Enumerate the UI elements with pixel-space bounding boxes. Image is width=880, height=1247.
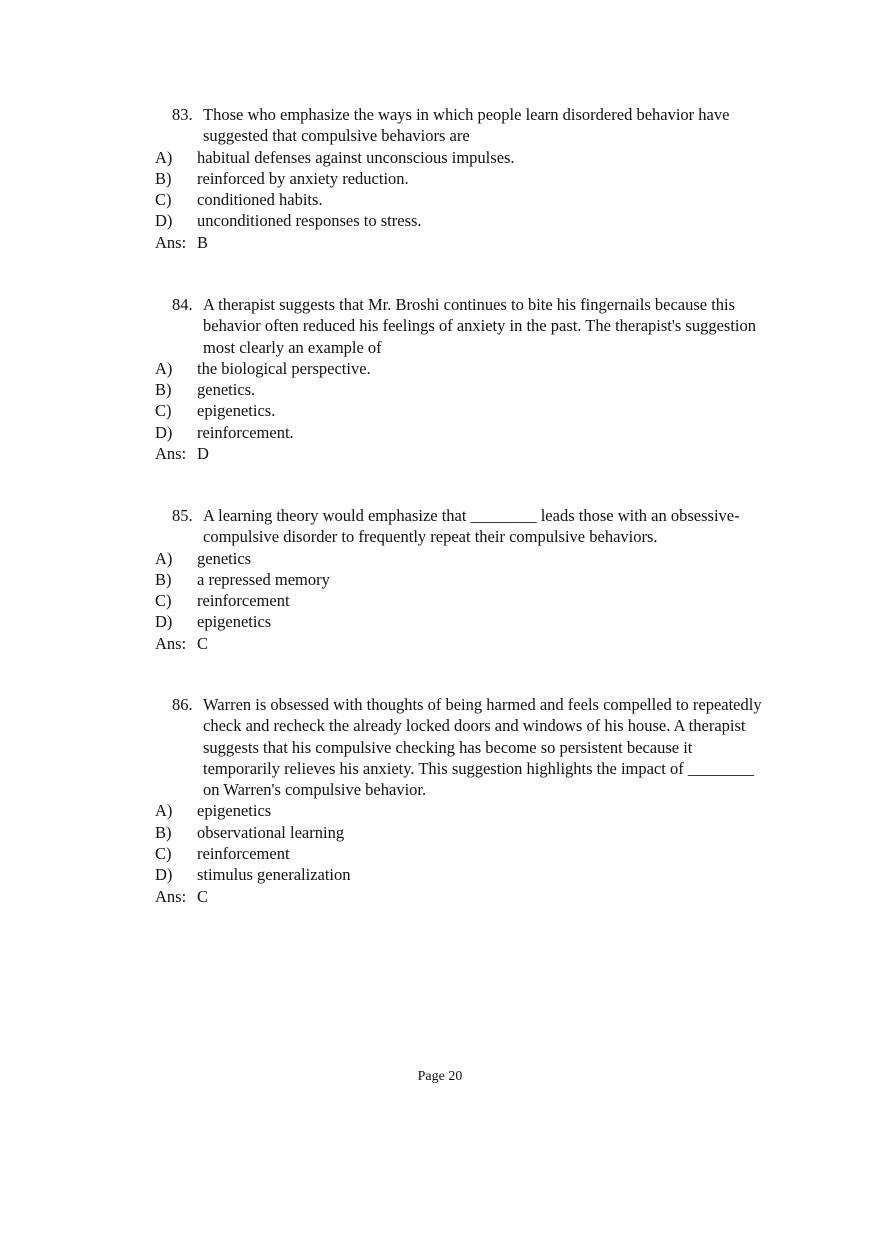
option-letter: C)	[155, 401, 172, 421]
question-number: 83.	[172, 105, 193, 124]
question-stem	[0, 294, 768, 358]
answer-value: C	[197, 886, 209, 906]
answer-line	[0, 232, 880, 253]
question-84	[0, 294, 880, 464]
option-c	[0, 189, 880, 210]
option-a	[0, 800, 880, 821]
option-d	[0, 210, 880, 231]
option-text: conditioned habits.	[197, 190, 323, 210]
option-text: a repressed memory	[197, 569, 330, 589]
option-text: genetics.	[197, 380, 256, 400]
answer-label: Ans:	[155, 444, 187, 464]
option-text: epigenetics	[197, 801, 272, 821]
option-letter: D)	[155, 211, 173, 231]
option-text: the biological perspective.	[197, 358, 371, 378]
answer-value: D	[197, 444, 209, 464]
option-text: reinforcement	[197, 844, 290, 864]
answer-label: Ans:	[155, 886, 187, 906]
question-85	[0, 505, 880, 654]
option-b	[0, 168, 880, 189]
option-b	[0, 379, 880, 400]
option-text: observational learning	[197, 822, 345, 842]
option-text: epigenetics	[197, 612, 272, 632]
option-a	[0, 147, 880, 168]
question-text: A learning theory would emphasize that ________ leads those with an obsessive-compulsive disorder to frequently repeat their compulsive behaviors.	[203, 506, 740, 547]
answer-options	[0, 358, 880, 443]
option-letter: D)	[155, 422, 173, 442]
answer-line	[0, 443, 880, 464]
option-letter: C)	[155, 591, 172, 611]
option-letter: C)	[155, 844, 172, 864]
option-letter: A)	[155, 147, 173, 167]
question-number: 85.	[172, 506, 193, 525]
answer-value: B	[197, 232, 209, 252]
question-86	[0, 694, 880, 907]
option-d	[0, 611, 880, 632]
answer-line	[0, 886, 880, 907]
option-a	[0, 548, 880, 569]
option-letter: C)	[155, 190, 172, 210]
option-letter: A)	[155, 801, 173, 821]
question-number: 86.	[172, 695, 193, 714]
option-text: reinforcement.	[197, 422, 294, 442]
option-text: epigenetics.	[197, 401, 276, 421]
option-text: reinforcement	[197, 591, 290, 611]
answer-value: C	[197, 633, 209, 653]
question-text: A therapist suggests that Mr. Broshi continues to bite his fingernails because this behavior often reduced his feelings of anxiety in the past. The therapist's suggestion most clearly an example of	[203, 295, 756, 357]
question-stem	[0, 505, 768, 548]
answer-label: Ans:	[155, 633, 187, 653]
option-d	[0, 864, 880, 885]
option-c	[0, 590, 880, 611]
question-stem	[0, 104, 768, 147]
option-a	[0, 358, 880, 379]
option-text: reinforced by anxiety reduction.	[197, 168, 409, 188]
option-b	[0, 822, 880, 843]
option-text: stimulus generalization	[197, 865, 351, 885]
answer-options	[0, 800, 880, 885]
question-83	[0, 104, 880, 253]
option-text: habitual defenses against unconscious impulses.	[197, 147, 515, 167]
option-letter: D)	[155, 612, 173, 632]
option-letter: B)	[155, 380, 172, 400]
answer-line	[0, 633, 880, 654]
option-c	[0, 400, 880, 421]
option-d	[0, 422, 880, 443]
option-letter: B)	[155, 168, 172, 188]
question-number: 84.	[172, 295, 193, 314]
option-letter: D)	[155, 865, 173, 885]
option-letter: B)	[155, 822, 172, 842]
question-text: Warren is obsessed with thoughts of being harmed and feels compelled to repeatedly check and recheck the already locked doors and windows of his house. A therapist suggests that his compulsive checking has become so persistent because it temporarily relieves his anxiety. This suggestion highlights the impact of ________ on Warren's compulsive behavior.	[203, 695, 762, 800]
question-stem	[0, 694, 768, 800]
option-letter: B)	[155, 569, 172, 589]
answer-options	[0, 147, 880, 232]
page-number: Page 20	[417, 1069, 463, 1084]
option-text: unconditioned responses to stress.	[197, 211, 422, 231]
option-b	[0, 569, 880, 590]
option-letter: A)	[155, 548, 173, 568]
option-text: genetics	[197, 548, 252, 568]
option-letter: A)	[155, 358, 173, 378]
answer-options	[0, 548, 880, 633]
answer-label: Ans:	[155, 232, 187, 252]
question-text: Those who emphasize the ways in which people learn disordered behavior have suggested that compulsive behaviors are	[203, 105, 730, 146]
option-c	[0, 843, 880, 864]
